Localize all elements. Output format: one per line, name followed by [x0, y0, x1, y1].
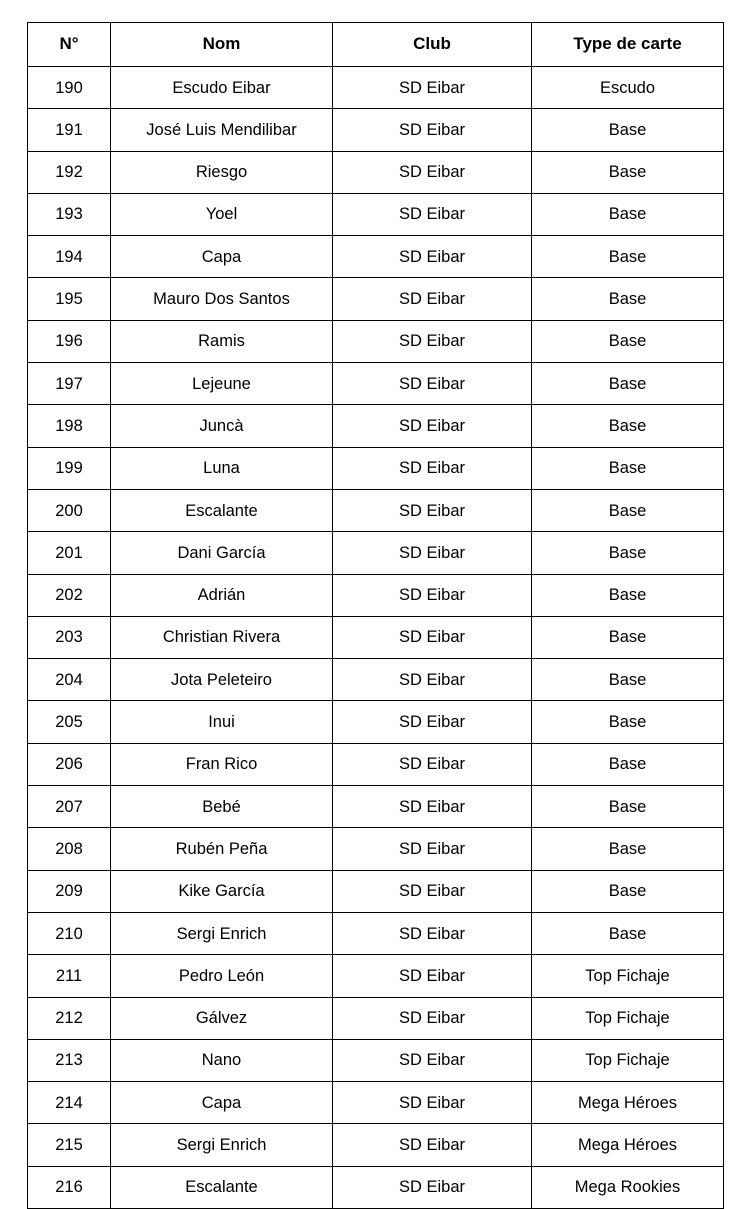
table-row — [28, 786, 724, 828]
table-row — [28, 659, 724, 701]
cell-number: 192 — [28, 151, 111, 193]
table-row — [28, 743, 724, 785]
table-row — [28, 151, 724, 193]
cell-club: SD Eibar — [333, 405, 532, 447]
cell-number: 203 — [28, 616, 111, 658]
table-row — [28, 67, 724, 109]
table-row — [28, 109, 724, 151]
cell-club: SD Eibar — [333, 743, 532, 785]
table-row — [28, 405, 724, 447]
cell-name: Jota Peleteiro — [111, 659, 333, 701]
table-row — [28, 236, 724, 278]
cell-name: Lejeune — [111, 363, 333, 405]
cell-name: Gálvez — [111, 997, 333, 1039]
table-row — [28, 616, 724, 658]
cell-card-type: Top Fichaje — [532, 1039, 724, 1081]
cell-number: 190 — [28, 67, 111, 109]
cell-card-type: Base — [532, 320, 724, 362]
table-row — [28, 828, 724, 870]
cell-card-type: Base — [532, 447, 724, 489]
cell-number: 194 — [28, 236, 111, 278]
table-header — [28, 23, 724, 67]
cell-number: 197 — [28, 363, 111, 405]
cell-number: 204 — [28, 659, 111, 701]
cell-club: SD Eibar — [333, 320, 532, 362]
cell-number: 214 — [28, 1082, 111, 1124]
cell-number: 207 — [28, 786, 111, 828]
table-row — [28, 955, 724, 997]
cell-card-type: Base — [532, 912, 724, 954]
cell-club: SD Eibar — [333, 236, 532, 278]
cell-club: SD Eibar — [333, 1166, 532, 1208]
table-header-row — [28, 23, 724, 67]
cell-club: SD Eibar — [333, 489, 532, 531]
cell-card-type: Mega Rookies — [532, 1166, 724, 1208]
cell-name: Escalante — [111, 1166, 333, 1208]
cell-card-type: Base — [532, 701, 724, 743]
table-row — [28, 1166, 724, 1208]
cell-club: SD Eibar — [333, 363, 532, 405]
cell-name: Fran Rico — [111, 743, 333, 785]
cell-club: SD Eibar — [333, 701, 532, 743]
table-row — [28, 532, 724, 574]
cell-number: 216 — [28, 1166, 111, 1208]
cell-number: 196 — [28, 320, 111, 362]
cell-card-type: Base — [532, 405, 724, 447]
cell-card-type: Base — [532, 616, 724, 658]
cell-club: SD Eibar — [333, 786, 532, 828]
cell-number: 213 — [28, 1039, 111, 1081]
cell-card-type: Top Fichaje — [532, 997, 724, 1039]
cell-club: SD Eibar — [333, 278, 532, 320]
cell-number: 208 — [28, 828, 111, 870]
cell-card-type: Mega Héroes — [532, 1082, 724, 1124]
cell-club: SD Eibar — [333, 1082, 532, 1124]
cell-number: 215 — [28, 1124, 111, 1166]
column-header-card-type: Type de carte — [532, 23, 724, 67]
cell-name: Juncà — [111, 405, 333, 447]
cell-number: 209 — [28, 870, 111, 912]
cell-name: Dani García — [111, 532, 333, 574]
cell-name: Riesgo — [111, 151, 333, 193]
table-row — [28, 447, 724, 489]
cell-card-type: Base — [532, 109, 724, 151]
table-row — [28, 193, 724, 235]
cell-card-type: Mega Héroes — [532, 1124, 724, 1166]
cell-number: 206 — [28, 743, 111, 785]
cell-name: Inui — [111, 701, 333, 743]
cell-name: Capa — [111, 236, 333, 278]
table-row — [28, 870, 724, 912]
cell-club: SD Eibar — [333, 193, 532, 235]
cell-number: 212 — [28, 997, 111, 1039]
table-row — [28, 1082, 724, 1124]
table-row — [28, 1039, 724, 1081]
cell-club: SD Eibar — [333, 659, 532, 701]
cell-name: José Luis Mendilibar — [111, 109, 333, 151]
cell-club: SD Eibar — [333, 151, 532, 193]
cell-club: SD Eibar — [333, 828, 532, 870]
table-row — [28, 278, 724, 320]
card-checklist-table — [27, 22, 724, 1209]
cell-number: 193 — [28, 193, 111, 235]
table-row — [28, 363, 724, 405]
column-header-number: N° — [28, 23, 111, 67]
cell-number: 202 — [28, 574, 111, 616]
cell-club: SD Eibar — [333, 1124, 532, 1166]
table-row — [28, 701, 724, 743]
cell-number: 201 — [28, 532, 111, 574]
cell-name: Yoel — [111, 193, 333, 235]
cell-name: Capa — [111, 1082, 333, 1124]
cell-card-type: Base — [532, 870, 724, 912]
cell-number: 211 — [28, 955, 111, 997]
cell-club: SD Eibar — [333, 912, 532, 954]
cell-name: Rubén Peña — [111, 828, 333, 870]
cell-club: SD Eibar — [333, 574, 532, 616]
table-row — [28, 489, 724, 531]
table-row — [28, 320, 724, 362]
cell-name: Nano — [111, 1039, 333, 1081]
cell-name: Pedro León — [111, 955, 333, 997]
cell-card-type: Base — [532, 363, 724, 405]
cell-name: Mauro Dos Santos — [111, 278, 333, 320]
cell-card-type: Base — [532, 743, 724, 785]
cell-card-type: Base — [532, 532, 724, 574]
table-row — [28, 574, 724, 616]
cell-name: Christian Rivera — [111, 616, 333, 658]
column-header-club: Club — [333, 23, 532, 67]
table-row — [28, 1124, 724, 1166]
cell-card-type: Base — [532, 828, 724, 870]
cell-name: Luna — [111, 447, 333, 489]
cell-number: 200 — [28, 489, 111, 531]
cell-club: SD Eibar — [333, 955, 532, 997]
cell-card-type: Base — [532, 489, 724, 531]
cell-number: 195 — [28, 278, 111, 320]
cell-number: 205 — [28, 701, 111, 743]
cell-name: Escudo Eibar — [111, 67, 333, 109]
cell-card-type: Top Fichaje — [532, 955, 724, 997]
cell-card-type: Escudo — [532, 67, 724, 109]
cell-club: SD Eibar — [333, 616, 532, 658]
table-row — [28, 997, 724, 1039]
column-header-name: Nom — [111, 23, 333, 67]
cell-name: Escalante — [111, 489, 333, 531]
cell-club: SD Eibar — [333, 532, 532, 574]
cell-name: Kike García — [111, 870, 333, 912]
cell-club: SD Eibar — [333, 67, 532, 109]
cell-name: Bebé — [111, 786, 333, 828]
cell-club: SD Eibar — [333, 109, 532, 151]
cell-club: SD Eibar — [333, 997, 532, 1039]
cell-card-type: Base — [532, 786, 724, 828]
cell-card-type: Base — [532, 193, 724, 235]
cell-card-type: Base — [532, 659, 724, 701]
cell-card-type: Base — [532, 151, 724, 193]
cell-name: Adrián — [111, 574, 333, 616]
table-row — [28, 912, 724, 954]
cell-club: SD Eibar — [333, 1039, 532, 1081]
cell-card-type: Base — [532, 574, 724, 616]
cell-name: Sergi Enrich — [111, 1124, 333, 1166]
cell-number: 191 — [28, 109, 111, 151]
cell-card-type: Base — [532, 236, 724, 278]
cell-name: Sergi Enrich — [111, 912, 333, 954]
table-body — [28, 67, 724, 1209]
cell-name: Ramis — [111, 320, 333, 362]
cell-number: 210 — [28, 912, 111, 954]
cell-club: SD Eibar — [333, 447, 532, 489]
cell-number: 198 — [28, 405, 111, 447]
cell-number: 199 — [28, 447, 111, 489]
cell-club: SD Eibar — [333, 870, 532, 912]
cell-card-type: Base — [532, 278, 724, 320]
